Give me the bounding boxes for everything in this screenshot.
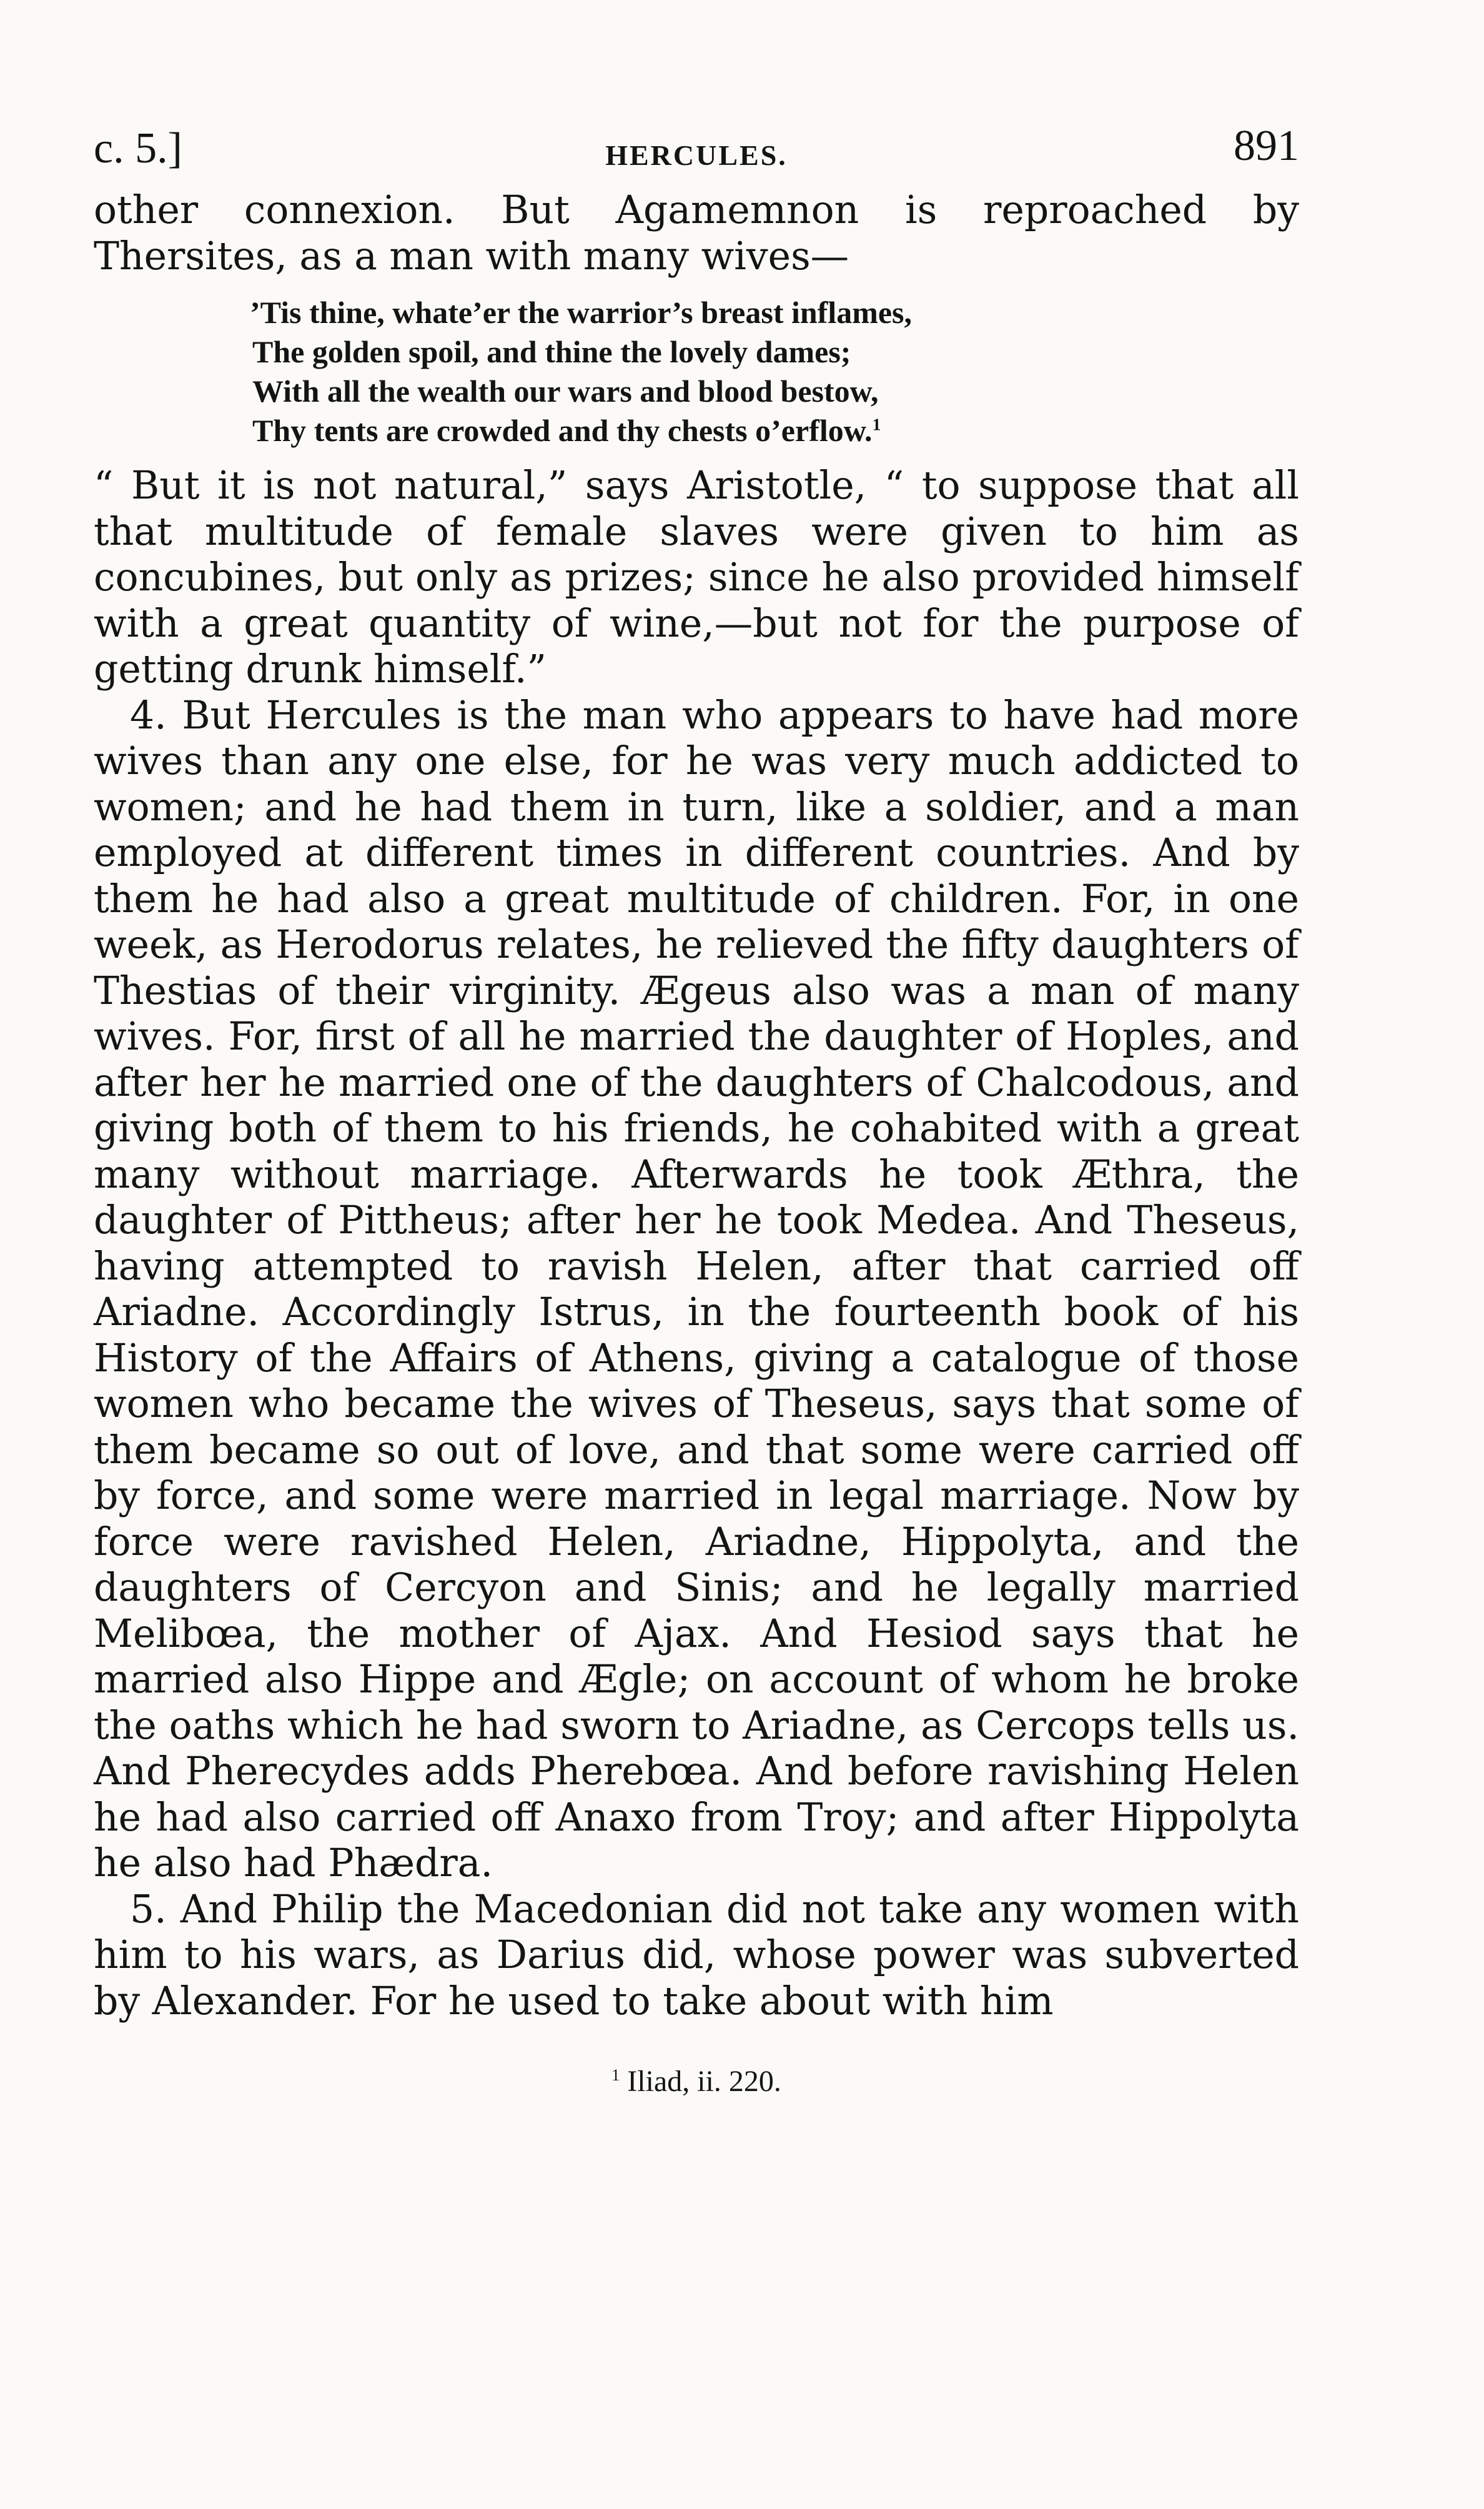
paragraph-2: “ But it is not natural,” says Aristotle, “ to suppose that all that multitude of female slaves were given to him as concubines, but only as prizes; since he also provided himself with a great quantity of wine,—but not for the purpose of getting drunk himself.” [94,463,1299,692]
book-page [94,119,1299,2099]
footnote-reference: 1 [872,414,881,434]
page-header [94,119,1299,187]
footnote-marker: 1 [611,2065,620,2084]
footnote [94,2064,1299,2099]
body-text [94,187,1299,2024]
page-number: 891 [1234,122,1299,170]
verse-line-2: The golden spoil, and thine the lovely dames; [252,334,851,369]
running-title: HERCULES. [605,139,788,171]
verse-line-4 [250,411,1299,450]
footnote-text: Iliad, ii. 220. [627,2065,781,2098]
paragraph-3: 4. But Hercules is the man who appears to have had more wives than any one else, for he was very much addicted to women; and he had them in turn, like a soldier, and a man employed at different times in different countries. And by them he had also a great multitude of children. For, in one week, as Herodorus relates, he relieved the fifty daughters of Thestias of their virginity. Ægeus also was a man of many wives. For, first of all he married the daughter of Hoples, and after her he married one of the daughters of Chalcodous, and giving both of them to his friends, he cohabited with a great many without marriage. Afterwards he took Æthra, the daughter of Pittheus; after her he took Medea. And Theseus, having attempted to ravish Helen, after that carried off Ariadne. Accordingly Istrus, in the fourteenth book of his History of the Affairs of Athens, giving a catalogue of those women who became the wives of Theseus, says that some of them became so out of love, and that some were carried off by force, and some were married in legal marriage. Now by force were ravished Helen, Ariadne, Hippolyta, and the daughters of Cercyon and Sinis; and he legally married Melibœa, the mother of Ajax. And Hesiod says that he married also Hippe and Ægle; on account of whom he broke the oaths which he had sworn to Ariadne, as Cercops tells us. And Pherecydes adds Pherebœa. And before ravishing Helen he had also carried off Anaxo from Troy; and after Hippolyta he also had Phædra. [94,692,1299,1885]
chapter-marker: c. 5.] [94,124,182,172]
verse-line-1: ’Tis thine, whate’er the warrior’s breast inflames, [250,295,913,330]
paragraph-4: 5. And Philip the Macedonian did not take any women with him to his wars, as Darius did, whose power was subverted by Alexander. For he used to take about with him [94,1886,1299,2024]
verse-line-3: With all the wealth our wars and blood bestow, [252,374,879,409]
verse-line-4-text: Thy tents are crowded and thy chests o’erflow. [252,413,873,448]
verse-quotation [250,293,1299,450]
paragraph-1: other connexion. But Agamemnon is reproached by Thersites, as a man with many wives— [94,187,1299,279]
